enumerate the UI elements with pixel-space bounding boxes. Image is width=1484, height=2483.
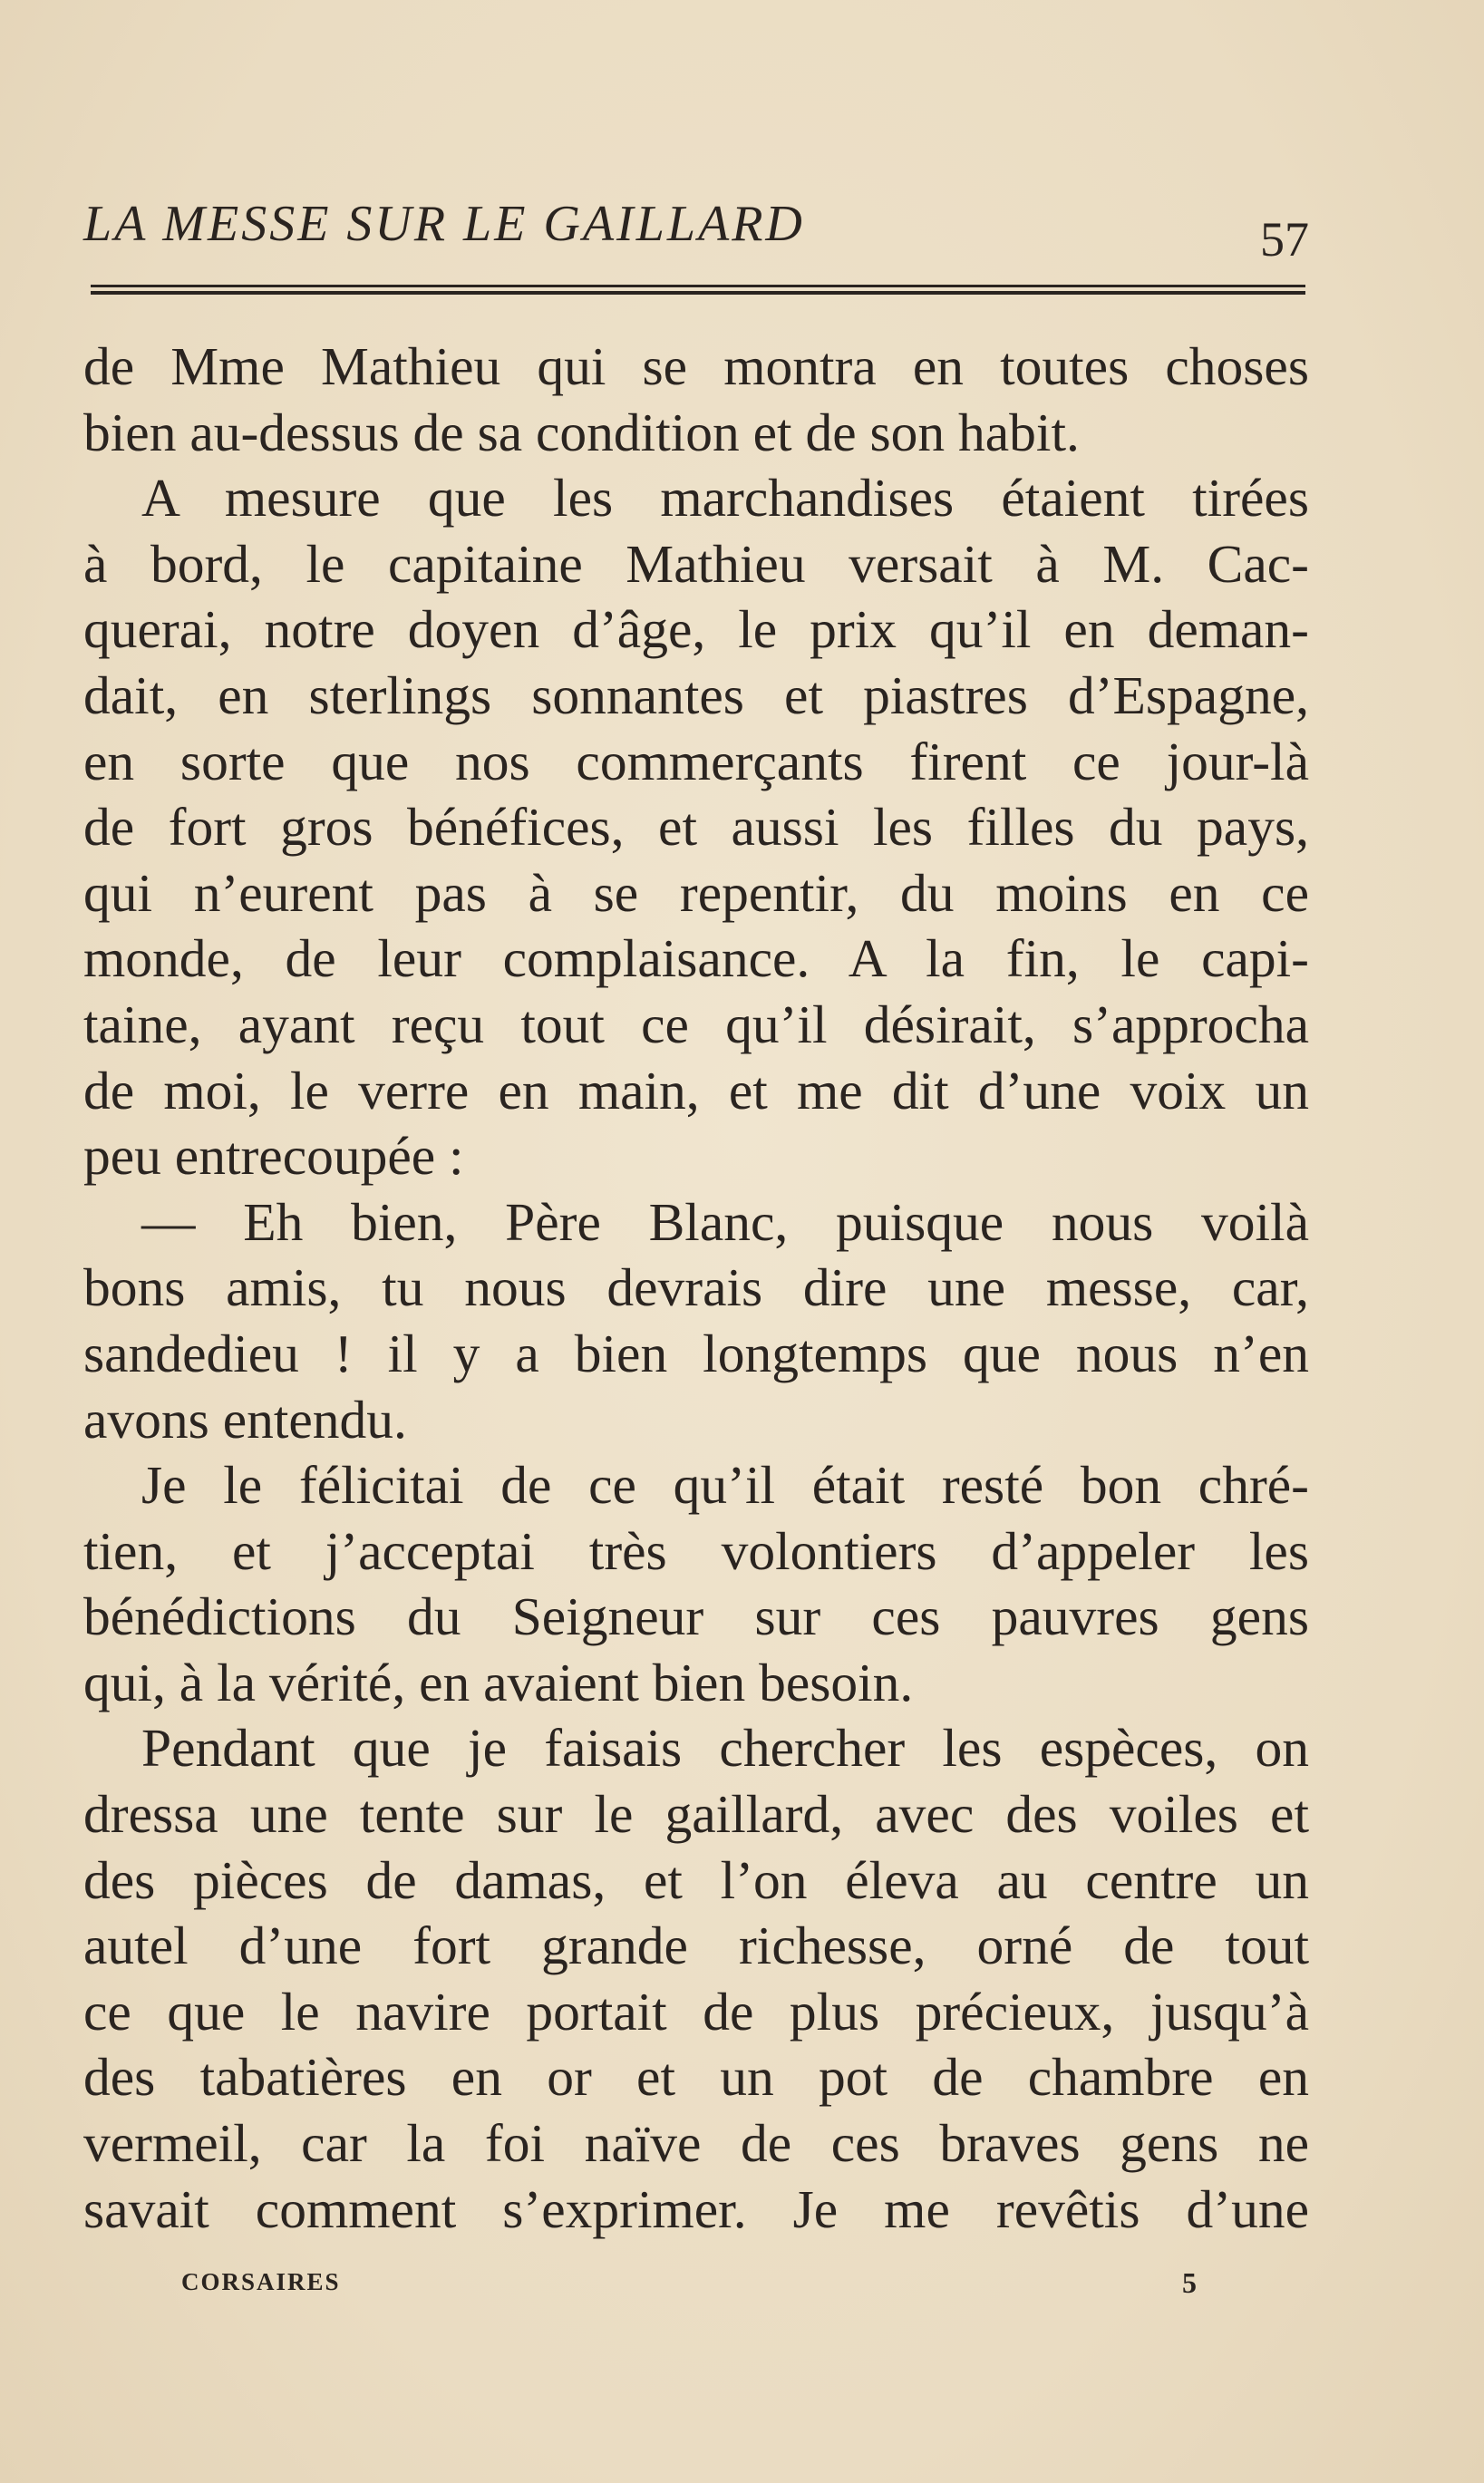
text-line: savait comment s’exprimer. Je me revêtis d’une (83, 2178, 1309, 2239)
text-line: autel d’une fort grande richesse, orné de tout (83, 1916, 1309, 1976)
text-line: — Eh bien, Père Blanc, puisque nous voilà (141, 1191, 1309, 1252)
text-line: peu entrecoupée : (83, 1126, 464, 1187)
text-line: de Mme Mathieu qui se montra en toutes choses (83, 336, 1309, 396)
page-footer (181, 2268, 1197, 2304)
text-line: sandedieu ! il y a bien longtemps que nous n’en (83, 1323, 1309, 1383)
text-line: avons entendu. (83, 1389, 407, 1450)
text-line: taine, ayant reçu tout ce qu’il désirait, s’approcha (83, 994, 1309, 1054)
text-line: bénédictions du Seigneur sur ces pauvres gens (83, 1586, 1309, 1647)
printer-signature: CORSAIRES (181, 2268, 341, 2295)
text-line: en sorte que nos commerçants firent ce jour-là (83, 731, 1309, 791)
text-line: tien, et j’acceptai très volontiers d’appeler les (83, 1520, 1309, 1581)
text-line: vermeil, car la foi naïve de ces braves gens ne (83, 2113, 1309, 2174)
text-line: dressa une tente sur le gaillard, avec des voiles et (83, 1784, 1309, 1845)
running-head (83, 195, 1309, 267)
header-rule-thin (91, 285, 1305, 287)
text-line: Pendant que je faisais chercher les espèces, on (141, 1718, 1309, 1779)
header-rule-thick (91, 291, 1305, 295)
text-line: de moi, le verre en main, et me dit d’une voix un (83, 1060, 1309, 1120)
text-line: monde, de leur complaisance. A la fin, le capi- (83, 928, 1309, 989)
text-line: dait, en sterlings sonnantes et piastres d’Espagne, (83, 664, 1309, 725)
sheet-number: 5 (1182, 2266, 1197, 2299)
text-line: Je le félicitai de ce qu’il était resté bon chré- (141, 1455, 1309, 1516)
running-title: LA MESSE SUR LE GAILLARD (83, 196, 805, 252)
text-line: à bord, le capitaine Mathieu versait à M. Cac- (83, 533, 1309, 594)
text-line: A mesure que les marchandises étaient tirées (141, 468, 1309, 529)
text-line: ce que le navire portait de plus précieux, jusqu’à (83, 1981, 1309, 2042)
text-line: de fort gros bénéfices, et aussi les filles du pays, (83, 797, 1309, 858)
text-line: bons amis, tu nous devrais dire une messe, car, (83, 1257, 1309, 1318)
text-line: des pièces de damas, et l’on éleva au centre un (83, 1849, 1309, 1910)
text-line: querai, notre doyen d’âge, le prix qu’il en deman- (83, 599, 1309, 660)
text-line: bien au-dessus de sa condition et de son habit. (83, 402, 1080, 462)
body-text (83, 334, 1309, 2242)
text-line: des tabatières en or et un pot de chambre en (83, 2047, 1309, 2108)
text-line: qui, à la vérité, en avaient bien besoin. (83, 1652, 914, 1712)
text-line: qui n’eurent pas à se repentir, du moins en ce (83, 862, 1309, 923)
page-number: 57 (1260, 212, 1309, 267)
